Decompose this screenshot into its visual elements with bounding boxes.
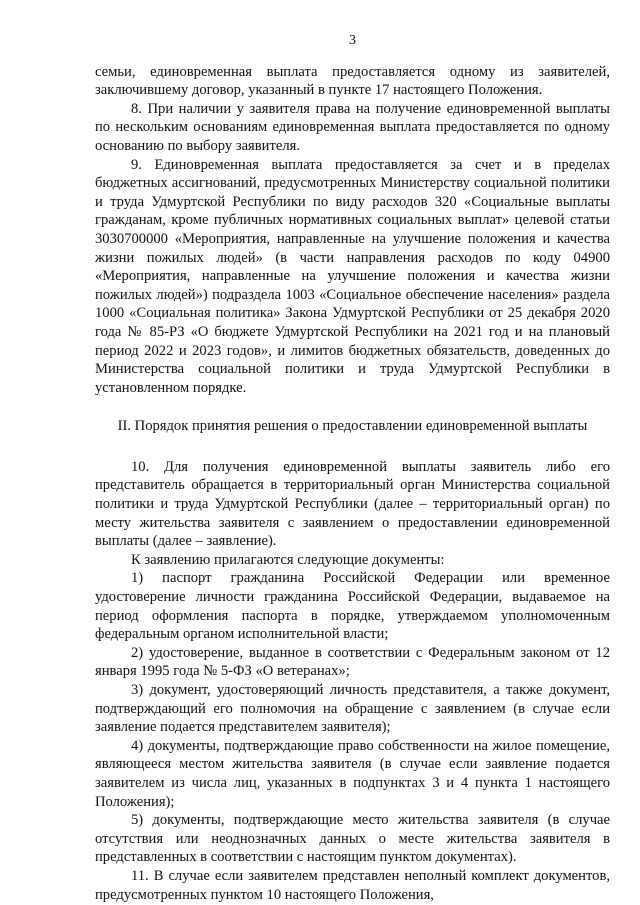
document-item-1: 1) паспорт гражданина Российской Федерации или временное удостоверение личности гражданина Российской Федерации, выдаваемое на период оформления паспорта в порядке, утверждаемом уполномоченным федеральным органом исполнительной власти; <box>95 570 610 643</box>
paragraph-10: 10. Для получения единовременной выплаты заявитель либо его представитель обращается в территориальный орган Министерства социальной политики и труда Удмуртской Республики (далее – территориальный орган) по месту жительства заявителя с заявлением о предоставлении единовременной выплаты (далее – заявление). <box>95 458 610 550</box>
document-item-5: 5) документы, подтверждающие место жительства заявителя (в случае отсутствия или неоднозначных данных о месте жительства заявителя в представленных в соответствии с настоящим пунктом документах). <box>95 812 610 866</box>
document-item-2: 2) удостоверение, выданное в соответствии с Федеральным законом от 12 января 1995 года № 5-ФЗ «О ветеранах»; <box>95 644 610 680</box>
documents-intro: К заявлению прилагаются следующие документы: <box>131 551 445 568</box>
document-item-4: 4) документы, подтверждающие право собственности на жилое помещение, являющееся местом жительства заявителя (в случае если заявление подается заявителем из числа лиц, указанных в подпунктах 3 и 4 пункта 1 настоящего Положения); <box>95 737 610 810</box>
paragraph-9: 9. Единовременная выплата предоставляется за счет и в пределах бюджетных ассигнований, предусмотренных Министерству социальной политики и труда Удмуртской Республики по виду расходов 320 «Социальные выплаты гражданам, кроме публичных нормативных социальных выплат» целевой статьи 3030700000 «Мероприятия, направленные на улучшение положения и качества жизни пожилых людей» (в части направления расходов по коду 04900 «Мероприятия, направленные на улучшение положения и качества жизни пожилых людей») подраздела 1003 «Социальное обеспечение населения» раздела 1000 «Социальная политика» Закона Удмуртской Республики от 25 декабря 2020 года № 85-РЗ «О бюджете Удмуртской Республики на 2021 год и на плановый период 2022 и 2023 годов», и лимитов бюджетных обязательств, доведенных до Министерства социальной политики и труда Удмуртской Республики в установленном порядке. <box>95 156 610 396</box>
paragraph-8: 8. При наличии у заявителя права на получение единовременной выплаты по нескольким основаниям единовременная выплата предоставляется по одному основанию по выбору заявителя. <box>95 100 610 154</box>
document-item-3: 3) документ, удостоверяющий личность представителя, а также документ, подтверждающий его полномочия на обращение с заявлением (в случае если заявление подается представителем заявителя); <box>95 682 610 736</box>
section-heading: II. Порядок принятия решения о предоставлении единовременной выплаты <box>117 418 588 435</box>
paragraph-continuation: семьи, единовременная выплата предоставляется одному из заявителей, заключившему договор, указанный в пункте 17 настоящего Положения. <box>95 63 610 99</box>
paragraph-11: 11. В случае если заявителем представлен неполный комплект документов, предусмотренных пунктом 10 настоящего Положения, <box>95 867 610 903</box>
page-number: 3 <box>349 33 356 48</box>
